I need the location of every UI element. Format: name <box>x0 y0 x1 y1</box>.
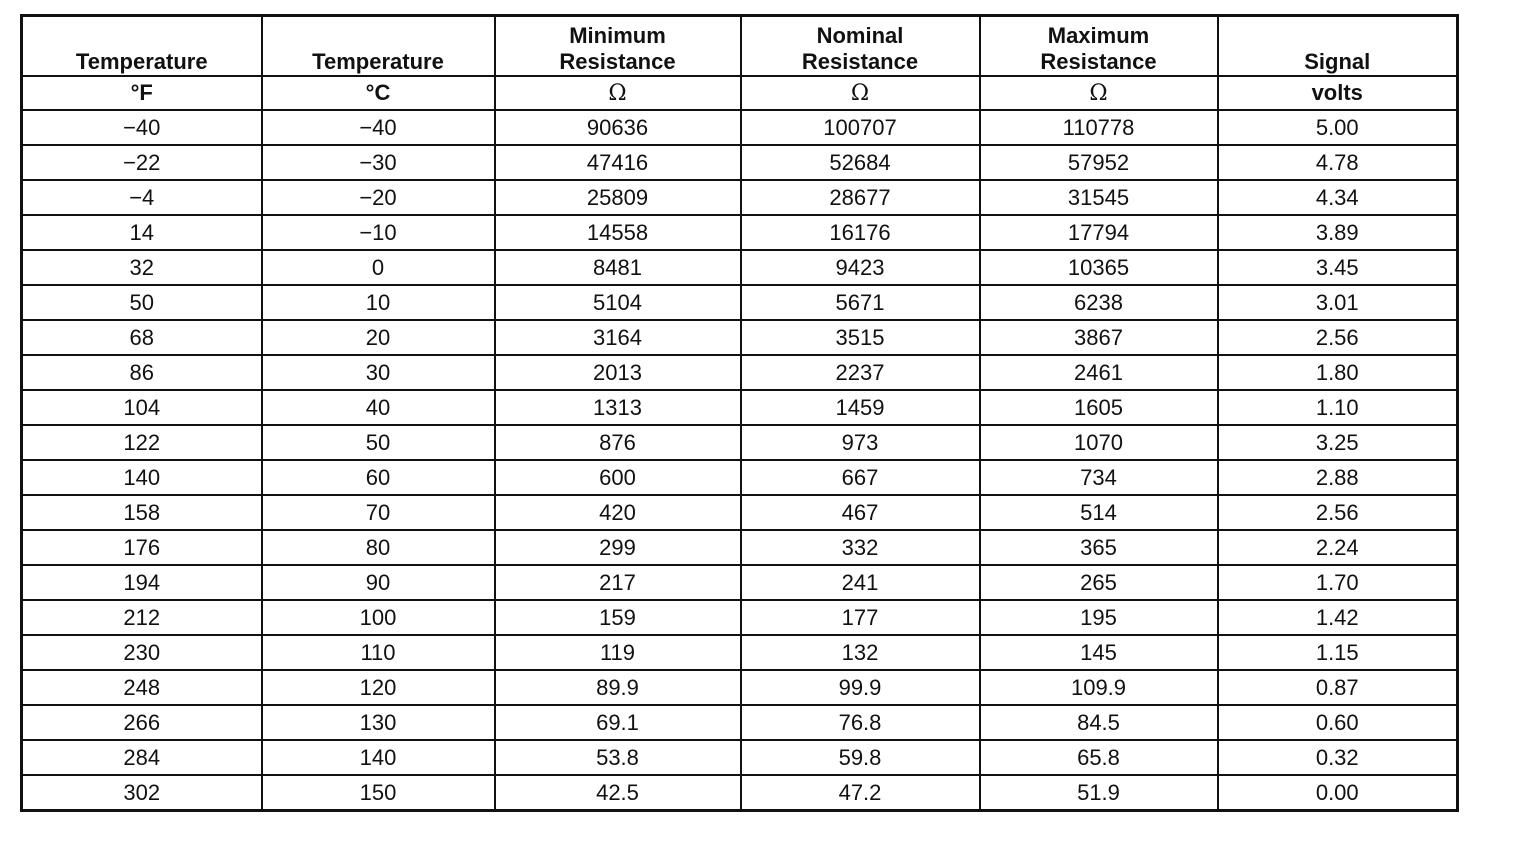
header-max-resistance: Maximum Resistance <box>980 16 1218 77</box>
cell-temp-f: 194 <box>22 565 262 600</box>
cell-min-resistance: 420 <box>495 495 741 530</box>
cell-temp-c: 130 <box>262 705 495 740</box>
table-row <box>22 390 1458 425</box>
cell-max-resistance: 6238 <box>980 285 1218 320</box>
cell-temp-f: 86 <box>22 355 262 390</box>
cell-temp-f: 50 <box>22 285 262 320</box>
cell-temp-f: −40 <box>22 110 262 145</box>
cell-signal-volts: 2.24 <box>1218 530 1458 565</box>
unit-temp-c: °C <box>262 76 495 110</box>
cell-signal-volts: 3.89 <box>1218 215 1458 250</box>
temperature-resistance-table <box>20 14 1459 812</box>
cell-nominal-resistance: 2237 <box>741 355 980 390</box>
cell-temp-c: 30 <box>262 355 495 390</box>
cell-temp-f: 158 <box>22 495 262 530</box>
cell-signal-volts: 4.78 <box>1218 145 1458 180</box>
cell-temp-c: −40 <box>262 110 495 145</box>
cell-nominal-resistance: 16176 <box>741 215 980 250</box>
cell-nominal-resistance: 3515 <box>741 320 980 355</box>
cell-signal-volts: 2.88 <box>1218 460 1458 495</box>
cell-min-resistance: 876 <box>495 425 741 460</box>
table-row <box>22 110 1458 145</box>
cell-max-resistance: 84.5 <box>980 705 1218 740</box>
cell-nominal-resistance: 5671 <box>741 285 980 320</box>
cell-temp-c: 20 <box>262 320 495 355</box>
cell-temp-f: 266 <box>22 705 262 740</box>
header-min-resistance: Minimum Resistance <box>495 16 741 77</box>
cell-min-resistance: 600 <box>495 460 741 495</box>
cell-nominal-resistance: 47.2 <box>741 775 980 811</box>
cell-signal-volts: 0.87 <box>1218 670 1458 705</box>
resistance-table-sheet <box>20 14 1456 812</box>
cell-max-resistance: 51.9 <box>980 775 1218 811</box>
table-row <box>22 495 1458 530</box>
cell-max-resistance: 2461 <box>980 355 1218 390</box>
cell-temp-f: −22 <box>22 145 262 180</box>
cell-temp-c: 90 <box>262 565 495 600</box>
cell-temp-f: 212 <box>22 600 262 635</box>
cell-signal-volts: 2.56 <box>1218 320 1458 355</box>
cell-temp-c: 40 <box>262 390 495 425</box>
cell-max-resistance: 265 <box>980 565 1218 600</box>
cell-max-resistance: 109.9 <box>980 670 1218 705</box>
cell-min-resistance: 47416 <box>495 145 741 180</box>
cell-max-resistance: 17794 <box>980 215 1218 250</box>
cell-signal-volts: 5.00 <box>1218 110 1458 145</box>
cell-temp-f: 176 <box>22 530 262 565</box>
cell-max-resistance: 57952 <box>980 145 1218 180</box>
header-title-row <box>22 16 1458 77</box>
cell-temp-c: −10 <box>262 215 495 250</box>
cell-temp-c: 140 <box>262 740 495 775</box>
cell-signal-volts: 2.56 <box>1218 495 1458 530</box>
table-row <box>22 705 1458 740</box>
cell-temp-c: −20 <box>262 180 495 215</box>
cell-temp-f: 122 <box>22 425 262 460</box>
header-unit-row <box>22 76 1458 110</box>
cell-min-resistance: 159 <box>495 600 741 635</box>
cell-nominal-resistance: 973 <box>741 425 980 460</box>
cell-min-resistance: 1313 <box>495 390 741 425</box>
cell-temp-f: 248 <box>22 670 262 705</box>
cell-min-resistance: 3164 <box>495 320 741 355</box>
table-row <box>22 250 1458 285</box>
cell-nominal-resistance: 59.8 <box>741 740 980 775</box>
cell-min-resistance: 2013 <box>495 355 741 390</box>
cell-min-resistance: 14558 <box>495 215 741 250</box>
cell-temp-c: 110 <box>262 635 495 670</box>
cell-min-resistance: 69.1 <box>495 705 741 740</box>
cell-temp-c: 80 <box>262 530 495 565</box>
cell-max-resistance: 31545 <box>980 180 1218 215</box>
cell-max-resistance: 3867 <box>980 320 1218 355</box>
table-row <box>22 320 1458 355</box>
cell-max-resistance: 514 <box>980 495 1218 530</box>
cell-temp-f: 68 <box>22 320 262 355</box>
cell-min-resistance: 5104 <box>495 285 741 320</box>
cell-min-resistance: 42.5 <box>495 775 741 811</box>
cell-signal-volts: 3.45 <box>1218 250 1458 285</box>
cell-min-resistance: 119 <box>495 635 741 670</box>
cell-temp-c: 10 <box>262 285 495 320</box>
cell-temp-f: 284 <box>22 740 262 775</box>
cell-nominal-resistance: 332 <box>741 530 980 565</box>
cell-temp-f: −4 <box>22 180 262 215</box>
cell-temp-f: 32 <box>22 250 262 285</box>
unit-signal: volts <box>1218 76 1458 110</box>
cell-min-resistance: 90636 <box>495 110 741 145</box>
cell-min-resistance: 8481 <box>495 250 741 285</box>
cell-temp-c: 150 <box>262 775 495 811</box>
cell-nominal-resistance: 28677 <box>741 180 980 215</box>
cell-max-resistance: 365 <box>980 530 1218 565</box>
table-row <box>22 180 1458 215</box>
cell-max-resistance: 734 <box>980 460 1218 495</box>
cell-signal-volts: 0.00 <box>1218 775 1458 811</box>
table-row <box>22 600 1458 635</box>
table-row <box>22 425 1458 460</box>
cell-max-resistance: 145 <box>980 635 1218 670</box>
cell-signal-volts: 1.42 <box>1218 600 1458 635</box>
cell-temp-c: 100 <box>262 600 495 635</box>
unit-min-resistance: Ω <box>495 76 741 110</box>
unit-nominal-resistance: Ω <box>741 76 980 110</box>
cell-max-resistance: 65.8 <box>980 740 1218 775</box>
cell-temp-c: 50 <box>262 425 495 460</box>
cell-nominal-resistance: 100707 <box>741 110 980 145</box>
cell-signal-volts: 3.25 <box>1218 425 1458 460</box>
cell-min-resistance: 217 <box>495 565 741 600</box>
cell-nominal-resistance: 467 <box>741 495 980 530</box>
table-row <box>22 215 1458 250</box>
cell-temp-c: 0 <box>262 250 495 285</box>
cell-max-resistance: 195 <box>980 600 1218 635</box>
header-signal: Signal <box>1218 16 1458 77</box>
cell-nominal-resistance: 9423 <box>741 250 980 285</box>
cell-signal-volts: 4.34 <box>1218 180 1458 215</box>
cell-min-resistance: 299 <box>495 530 741 565</box>
cell-min-resistance: 25809 <box>495 180 741 215</box>
cell-temp-f: 230 <box>22 635 262 670</box>
cell-temp-c: 120 <box>262 670 495 705</box>
cell-temp-f: 140 <box>22 460 262 495</box>
header-temp-f: Temperature <box>22 16 262 77</box>
cell-signal-volts: 1.10 <box>1218 390 1458 425</box>
cell-nominal-resistance: 1459 <box>741 390 980 425</box>
cell-temp-c: 60 <box>262 460 495 495</box>
cell-signal-volts: 1.15 <box>1218 635 1458 670</box>
cell-min-resistance: 53.8 <box>495 740 741 775</box>
cell-nominal-resistance: 241 <box>741 565 980 600</box>
cell-max-resistance: 1605 <box>980 390 1218 425</box>
cell-signal-volts: 1.70 <box>1218 565 1458 600</box>
cell-temp-c: 70 <box>262 495 495 530</box>
table-row <box>22 670 1458 705</box>
cell-temp-f: 14 <box>22 215 262 250</box>
table-row <box>22 530 1458 565</box>
cell-signal-volts: 0.60 <box>1218 705 1458 740</box>
cell-min-resistance: 89.9 <box>495 670 741 705</box>
header-temp-c: Temperature <box>262 16 495 77</box>
table-row <box>22 355 1458 390</box>
table-row <box>22 565 1458 600</box>
cell-signal-volts: 3.01 <box>1218 285 1458 320</box>
table-row <box>22 740 1458 775</box>
cell-signal-volts: 0.32 <box>1218 740 1458 775</box>
header-nominal-resistance: Nominal Resistance <box>741 16 980 77</box>
cell-nominal-resistance: 99.9 <box>741 670 980 705</box>
table-row <box>22 145 1458 180</box>
cell-nominal-resistance: 177 <box>741 600 980 635</box>
cell-nominal-resistance: 52684 <box>741 145 980 180</box>
cell-nominal-resistance: 132 <box>741 635 980 670</box>
cell-nominal-resistance: 667 <box>741 460 980 495</box>
cell-nominal-resistance: 76.8 <box>741 705 980 740</box>
cell-max-resistance: 10365 <box>980 250 1218 285</box>
table-row <box>22 285 1458 320</box>
cell-temp-f: 302 <box>22 775 262 811</box>
table-row <box>22 460 1458 495</box>
cell-max-resistance: 110778 <box>980 110 1218 145</box>
table-row <box>22 635 1458 670</box>
unit-temp-f: °F <box>22 76 262 110</box>
table-row <box>22 775 1458 811</box>
table-body <box>22 110 1458 811</box>
cell-max-resistance: 1070 <box>980 425 1218 460</box>
cell-temp-f: 104 <box>22 390 262 425</box>
unit-max-resistance: Ω <box>980 76 1218 110</box>
cell-temp-c: −30 <box>262 145 495 180</box>
cell-signal-volts: 1.80 <box>1218 355 1458 390</box>
